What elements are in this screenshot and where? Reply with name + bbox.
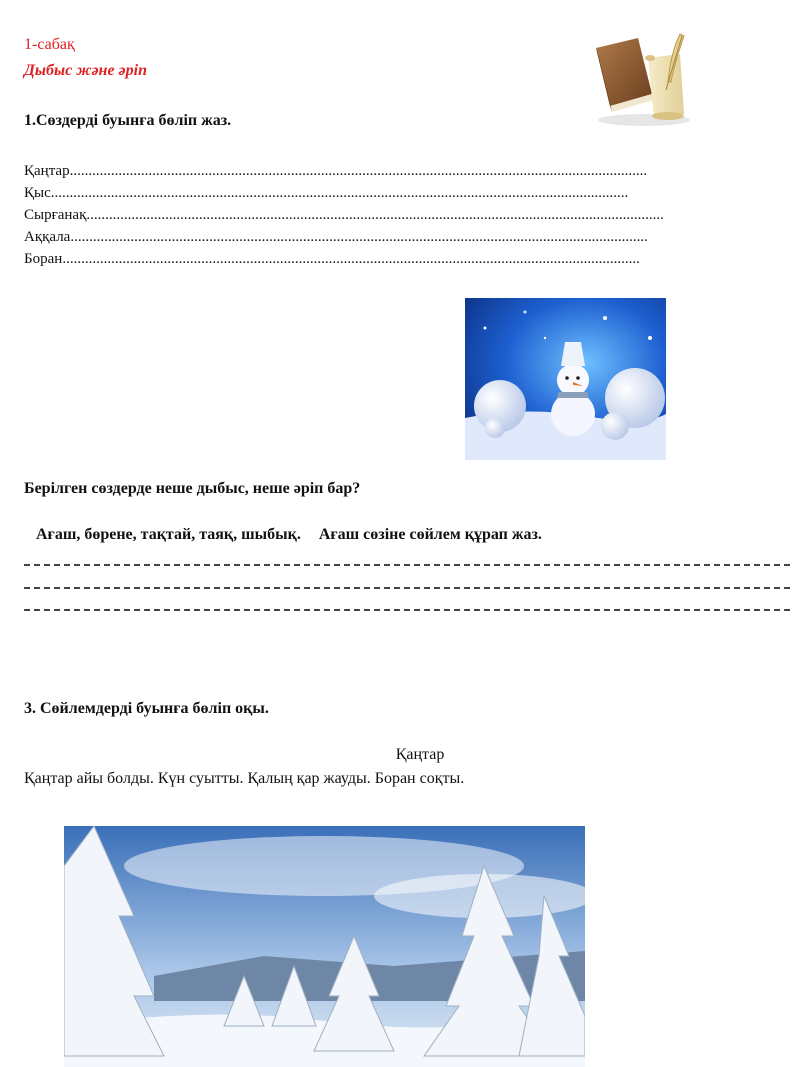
word-item: Сырғанақ bbox=[24, 207, 87, 223]
word-line: Аққала.......................................................................................................................................................... bbox=[24, 229, 648, 245]
task3-title: 3. Сөйлемдерді буынға бөліп оқы. bbox=[24, 700, 269, 717]
answer-line bbox=[24, 609, 790, 611]
word-line: Қыс.......................................................................................................................................................... bbox=[24, 185, 629, 201]
task2-words: Ағаш, бөрене, тақтай, таяқ, шыбық. bbox=[36, 526, 301, 543]
answer-line bbox=[24, 564, 790, 566]
task2-words-line bbox=[36, 526, 542, 544]
word-line: Боран.......................................................................................................................................................... bbox=[24, 251, 640, 267]
story-text: Қаңтар айы болды. Күн суытты. Қалың қар жауды. Боран соқты. bbox=[24, 770, 465, 787]
story-title: Қаңтар bbox=[395, 746, 445, 763]
word-line: Қаңтар.......................................................................................................................................................... bbox=[24, 163, 648, 179]
task2-question: Берілген сөздерде неше дыбыс, неше әріп бар? bbox=[24, 480, 361, 497]
word-list bbox=[24, 160, 692, 270]
word-item: Қыс bbox=[24, 185, 51, 201]
winter-forest-picture bbox=[64, 826, 585, 1067]
snowman-picture bbox=[465, 298, 666, 460]
task1-title: 1.Сөздерді буынға бөліп жаз. bbox=[24, 112, 232, 129]
book-and-quill-icon bbox=[588, 28, 700, 128]
lesson-title: Дыбыс және әріп bbox=[24, 62, 147, 79]
word-item: Боран bbox=[24, 251, 63, 267]
answer-line bbox=[24, 587, 790, 589]
word-item: Қаңтар bbox=[24, 163, 70, 179]
lesson-number: 1-сабақ bbox=[24, 36, 75, 53]
word-item: Аққала bbox=[24, 229, 71, 245]
task2-instruction: Ағаш сөзіне сөйлем құрап жаз. bbox=[318, 526, 542, 543]
word-line: Сырғанақ.......................................................................................................................................................... bbox=[24, 207, 664, 223]
